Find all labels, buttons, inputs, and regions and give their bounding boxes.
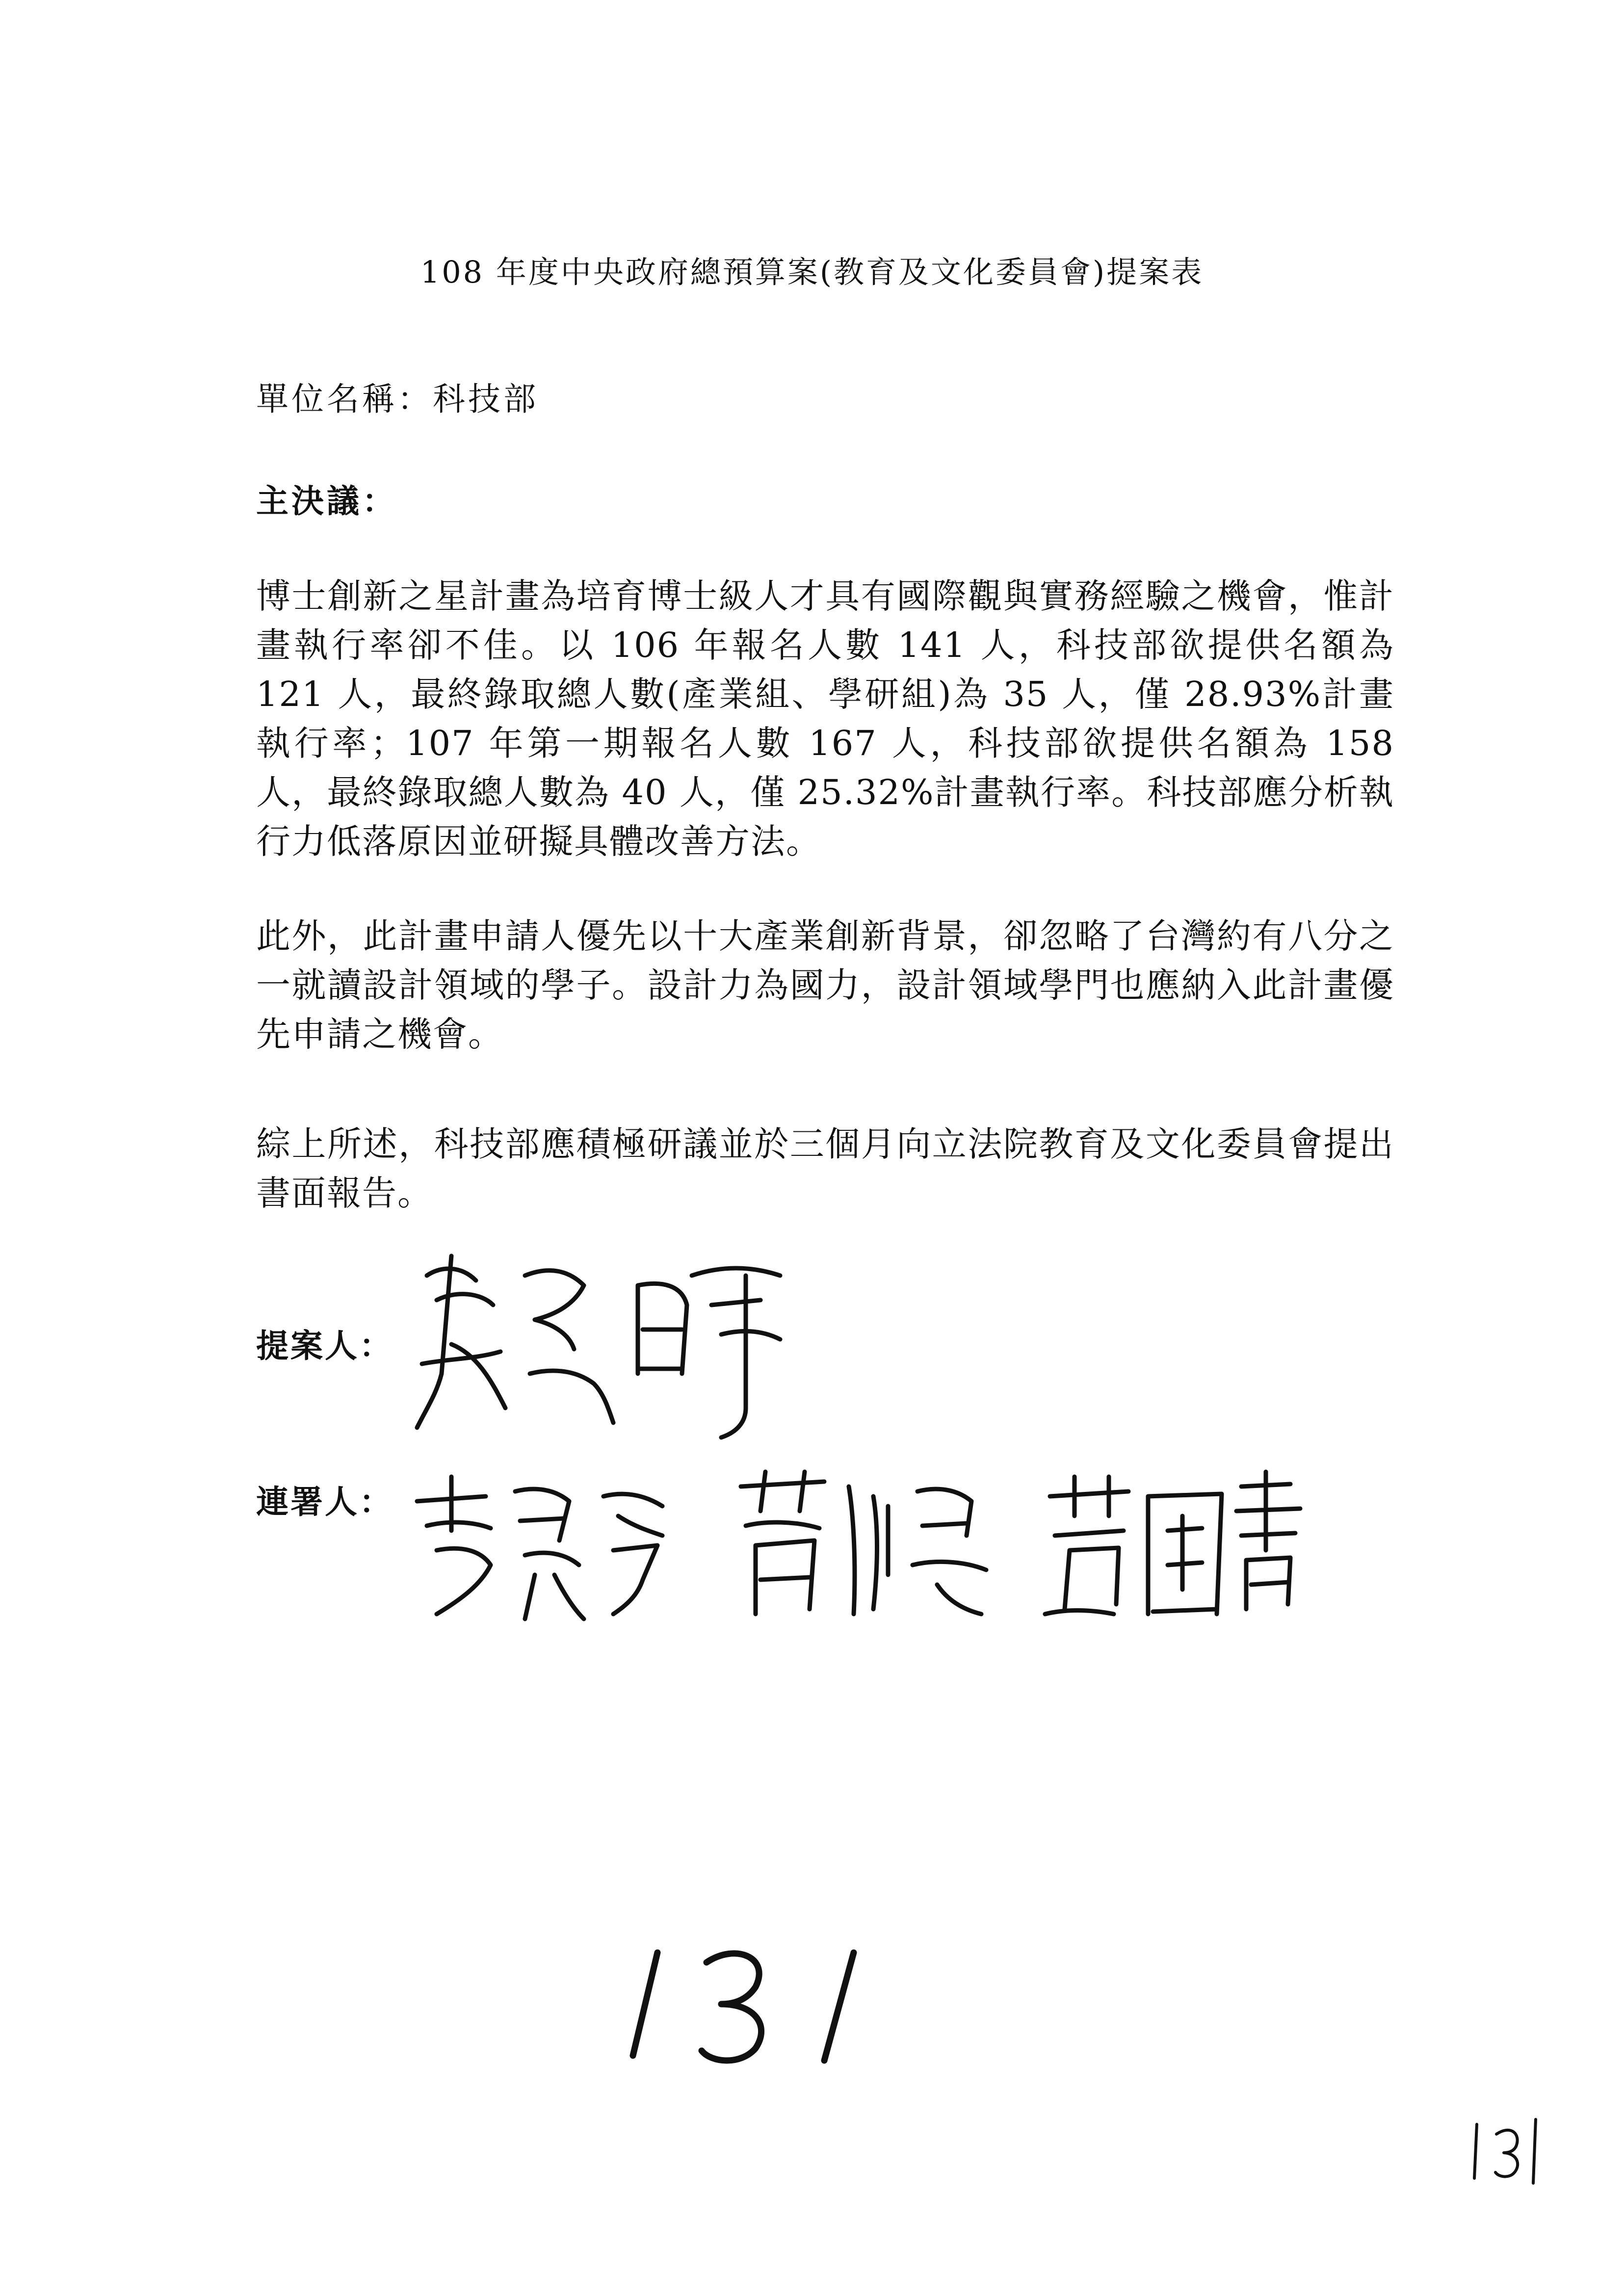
cosigner-signature-3 xyxy=(1035,1467,1310,1634)
cosigner-signature-1 xyxy=(407,1472,682,1634)
document-title: 108 年度中央政府總預算案(教育及文化委員會)提案表 xyxy=(420,254,1204,290)
handwritten-page-number xyxy=(623,1943,868,2070)
paragraph-1: 博士創新之星計畫為培育博士級人才具有國際觀與實務經驗之機會，惟計畫執行率卻不佳。以 106 年報名人數 141 人，科技部欲提供名額為 121 人，最終錄取總人數(產業組、學研組)為 35 人，僅 28.93%計畫執行率；107 年第一期報名人數 167 人，科技部欲提供名額為 158 人，最終錄取總人數為 40 人，僅 25.32%計畫執行率。科技部應分析執行力低落原因並研擬具體改善方法。 xyxy=(256,576,1394,861)
corner-page-number xyxy=(1467,2114,1545,2188)
cosigner-label: 連署人： xyxy=(256,1483,393,1521)
unit-line: 單位名稱：科技部 xyxy=(256,380,539,418)
paragraph-2: 此外，此計畫申請人優先以十大產業創新背景，卻忽略了台灣約有八分之一就讀設計領域的學子。設計力為國力，設計領域學門也應納入此計畫優先申請之機會。 xyxy=(256,916,1394,1054)
paragraph-3: 綜上所述，科技部應積極研議並於三個月向立法院教育及文化委員會提出書面報告。 xyxy=(256,1124,1394,1213)
proposer-signature xyxy=(407,1246,810,1457)
cosigner-signature-2 xyxy=(726,1467,1001,1634)
proposer-label: 提案人： xyxy=(256,1327,393,1365)
decision-label: 主決議： xyxy=(256,482,397,520)
